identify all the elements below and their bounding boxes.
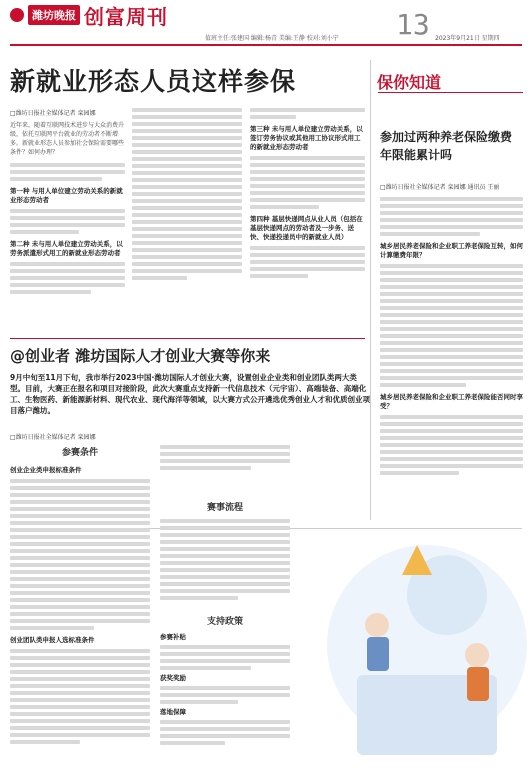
sidebar-body-text [380,264,523,387]
sidebar-rule [378,92,523,93]
newspaper-logo-icon [10,8,24,22]
article1-subhead-1: 第一种 与用人单位建立劳动关系的新就业形态劳动者 [10,187,123,204]
article1-subhead-3: 第三种 未与用人单位建立劳动关系，以签订劳务协议或其他用工协议形式用工的新就业形态劳动者 [250,125,363,151]
article2-column-1 [10,445,150,775]
column-divider [370,60,371,520]
schedule-heading: 赛事流程 [206,503,243,513]
article1-body-text [250,246,365,278]
article1-subhead-2: 第二种 未与用人单位建立劳动关系，以劳务派遣形式用工的新就业形态劳动者 [10,240,123,257]
page-number: 13 [396,8,430,41]
issue-date: 2023年9月21日 星期四 [435,35,500,42]
article1-column-3 [250,108,365,333]
article2-body-text [10,649,150,744]
enterprise-criteria-heading: 创业企业类申报标准条件 [10,466,82,474]
team-criteria-heading: 创业团队类申报人选标准条件 [10,636,95,644]
masthead [10,4,168,29]
sidebar-byline: □潍坊日报社全媒体记者 栾园娜 通讯员 王丽 [380,184,500,191]
sidebar-body [380,182,523,522]
article1-body-text [132,108,242,280]
article1-byline: □潍坊日报社全媒体记者 栾园娜 [10,110,96,117]
top-rule [10,44,522,46]
sidebar-brand: 保你知道 [377,73,442,92]
article2-body-text [160,686,290,704]
article1-column-1 [10,108,125,333]
newspaper-name: 潍坊晚报 [28,5,80,25]
support-item-award: 获奖奖励 [160,674,186,682]
section-divider [10,338,365,339]
article1-body-text [10,209,125,234]
article1-intro: 近年来，随着互联网技术进步与大众消费升级，依托互联网平台就业的劳动者不断增多。新就业形态人员参加社会保险需要哪些条件？如何办理？ [10,122,125,156]
section-name: 创富周刊 [84,4,168,29]
editor-credits: 值班主任:张建国 编辑:杨青 美编:王静 校对:刘小宁 [205,35,339,42]
support-item-landing: 落地保障 [160,708,186,716]
article1-body-text [10,163,125,181]
article1-body-text [250,108,365,119]
sidebar-question-2: 城乡居民养老保险和企业职工养老保险能否同时享受？ [380,393,523,410]
article1-column-2 [132,108,242,333]
conditions-heading: 参赛条件 [61,448,98,458]
article2-body-text [160,519,290,600]
article1-subhead-4: 第四种 基层快递网点从业人员（包括在基层快递网点的劳动者及一步务、送快、快递投递员中的新就业人员） [250,215,363,241]
article2-body-text [160,645,290,670]
article1-body-text [250,156,365,209]
article2-byline: □潍坊日报社全媒体记者 栾园娜 [10,434,96,441]
article2-banner: @创业者 潍坊国际人才创业大赛等你来 [10,347,271,365]
article2-body-text [160,445,290,470]
article2-column-2 [160,445,290,775]
article2-body-text [160,720,290,745]
support-heading: 支持政策 [206,617,243,627]
support-item-subsidy: 参赛补贴 [160,633,186,641]
decorative-illustration [297,505,527,775]
article2-body-text [10,479,150,630]
sidebar-body-text [380,197,523,236]
sidebar-question-1: 城乡居民养老保险和企业职工养老保险互转，如何计算缴费年限？ [380,242,523,259]
article1-body-text [10,262,125,294]
sidebar-body-text [380,415,523,475]
sidebar-title: 参加过两种养老保险缴费年限能累计吗 [380,130,513,162]
article2-lead: 9月中旬至11月下旬，我市举行2023中国·潍坊国际人才创业大赛，设置创业企业类和创业团队类两大类型。目前，大赛正在报名和项目对接阶段，此次大赛重点支持新一代信息技术（元宇宙）、高端装备、高端化工、生物医药、新能源新材料、现代农业、现代海洋等领域，以大赛方式公开遴选优秀创业人才和优质创业项目落户潍坊。 [10,373,370,415]
article-headline: 新就业形态人员这样参保 [10,67,297,96]
